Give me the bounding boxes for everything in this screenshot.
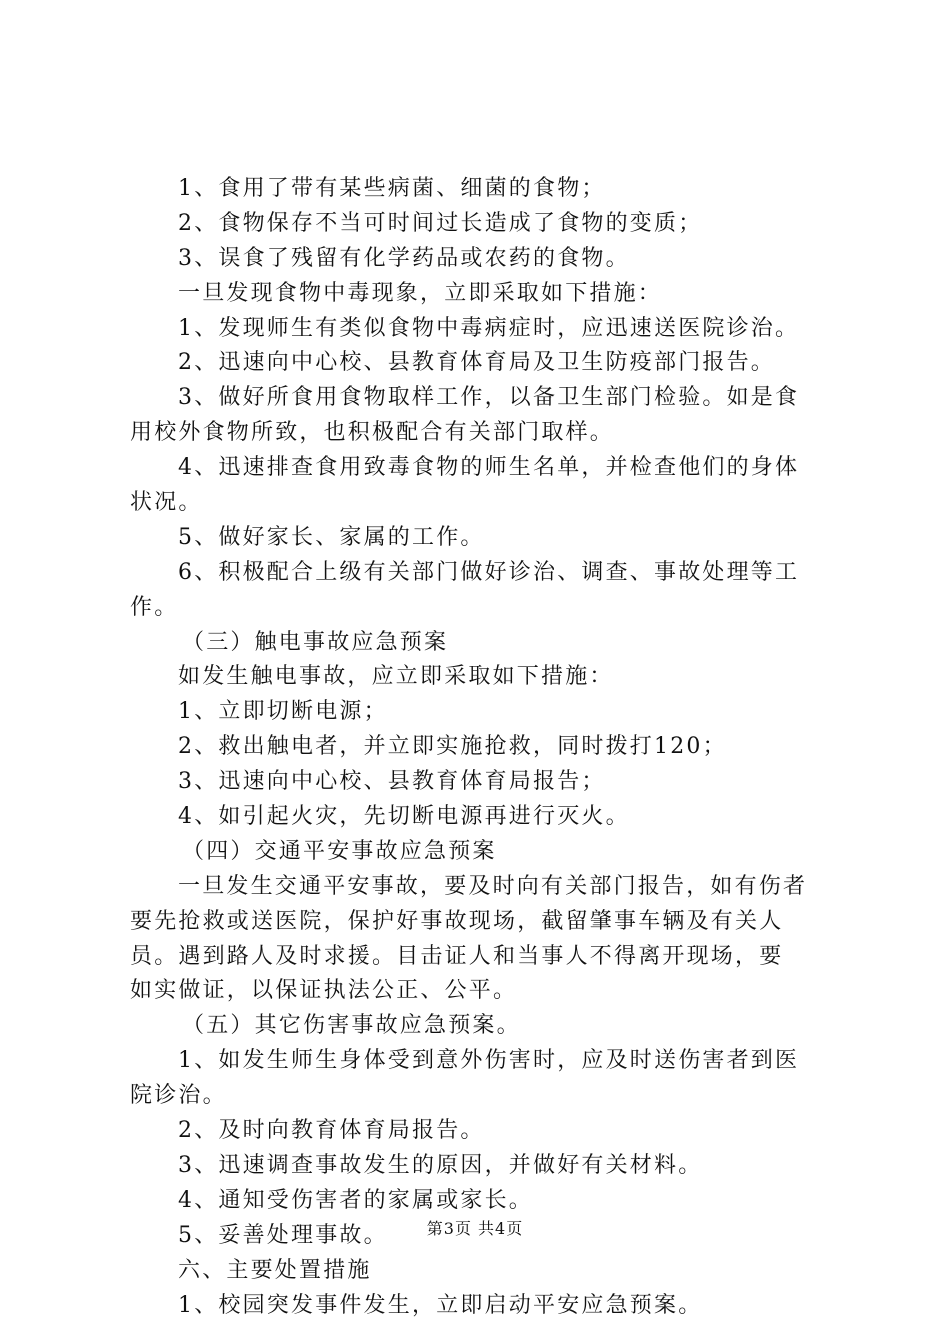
text-line: 4、通知受伤害者的家属或家长。 <box>178 1187 533 1213</box>
text-line: 用校外食物所致，也积极配合有关部门取样。 <box>130 420 615 446</box>
text-line: （五）其它伤害事故应急预案。 <box>182 1013 521 1039</box>
text-line: 如实做证，以保证执法公正、公平。 <box>130 978 518 1004</box>
text-line: 1、如发生师生身体受到意外伤害时，应及时送伤害者到医 <box>178 1048 800 1074</box>
text-line: 1、校园突发事件发生，立即启动平安应急预案。 <box>178 1292 703 1318</box>
text-line: 2、食物保存不当可时间过长造成了食物的变质； <box>178 210 703 236</box>
text-line: 2、迅速向中心校、县教育体育局及卫生防疫部门报告。 <box>178 350 775 376</box>
text-line: （四）交通平安事故应急预案 <box>182 838 497 864</box>
text-line: 1、食用了带有某些病菌、细菌的食物； <box>178 176 606 201</box>
text-line: 5、做好家长、家属的工作。 <box>178 524 485 550</box>
text-line: 如发生触电事故，应立即采取如下措施： <box>178 664 614 690</box>
text-line: 6、积极配合上级有关部门做好诊治、调查、事故处理等工 <box>178 559 800 585</box>
text-line: 六、主要处置措施 <box>178 1257 372 1283</box>
text-line: 作。 <box>130 594 179 620</box>
page-footer: 第3页 共4页 <box>426 1219 524 1238</box>
text-line: 1、发现师生有类似食物中毒病症时，应迅速送医院诊治。 <box>178 315 800 341</box>
text-line: 2、救出触电者，并立即实施抢救，同时拨打120； <box>178 734 727 760</box>
text-line: 1、立即切断电源； <box>178 699 388 725</box>
text-line: 要先抢救或送医院，保护好事故现场，截留肇事车辆及有关人 <box>130 908 784 934</box>
text-line: 一旦发现食物中毒现象，立即采取如下措施： <box>178 280 663 306</box>
text-line: 院诊治。 <box>130 1083 227 1109</box>
document-body <box>130 172 832 1323</box>
text-line: 3、迅速调查事故发生的原因，并做好有关材料。 <box>178 1152 703 1178</box>
text-line: 一旦发生交通平安事故，要及时向有关部门报告，如有伤者 <box>178 873 808 899</box>
text-line: 2、及时向教育体育局报告。 <box>178 1118 485 1144</box>
text-line: 3、误食了残留有化学药品或农药的食物。 <box>178 245 630 271</box>
text-line: （三）触电事故应急预案 <box>182 629 449 655</box>
text-line: 3、做好所食用食物取样工作，以备卫生部门检验。如是食 <box>178 385 800 411</box>
text-line: 4、如引起火灾，先切断电源再进行灭火。 <box>178 804 630 830</box>
text-line: 状况。 <box>130 490 203 516</box>
text-line: 5、妥善处理事故。 <box>178 1222 388 1248</box>
text-line: 3、迅速向中心校、县教育体育局报告； <box>178 769 606 795</box>
text-line: 4、迅速排查食用致毒食物的师生名单，并检查他们的身体 <box>178 455 800 481</box>
text-line: 员。遇到路人及时求援。目击证人和当事人不得离开现场，要 <box>130 943 784 969</box>
